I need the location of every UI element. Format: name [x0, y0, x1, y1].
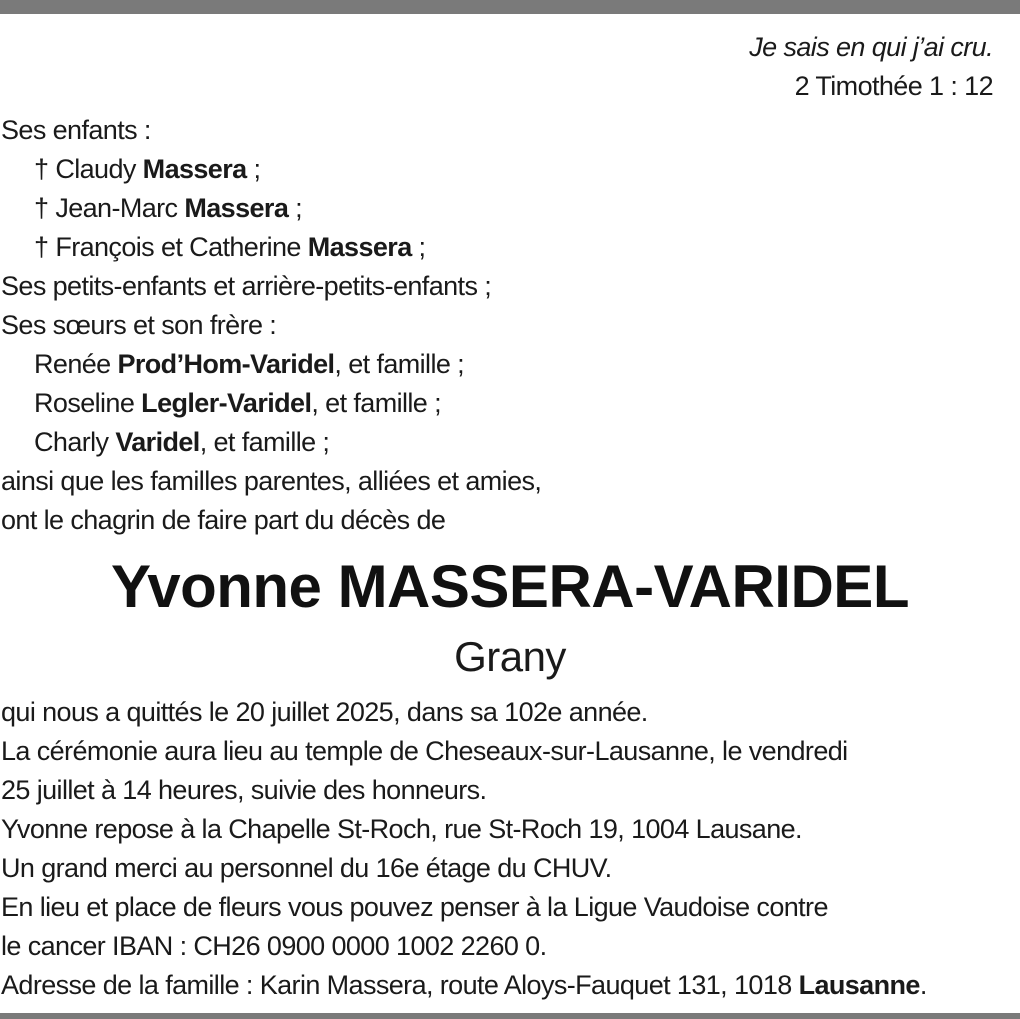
child-item: † François et Catherine Massera ; [34, 232, 426, 262]
verse-reference: 2 Timothée 1 : 12 [794, 71, 993, 101]
family-list [1, 111, 541, 540]
sibling-item: Roseline Legler-Varidel, et famille ; [34, 388, 442, 418]
siblings-heading: Ses sœurs et son frère : [1, 310, 277, 340]
child-surname: Massera [307, 232, 412, 262]
relatives-line: ainsi que les familles parentes, alliées et amies, [1, 466, 542, 496]
details-line: le cancer IBAN : CH26 0900 0000 1002 2260 0. [1, 931, 547, 961]
sibling-item: Charly Varidel, et famille ; [34, 427, 330, 457]
child-surname: Massera [184, 193, 289, 223]
bottom-rule [0, 1013, 1020, 1019]
sibling-item: Renée Prod’Hom-Varidel, et famille ; [34, 349, 465, 379]
announcement-line: ont le chagrin de faire part du décès de [1, 505, 446, 535]
details-line: 25 juillet à 14 heures, suivie des honneurs. [1, 775, 487, 805]
details-line: Un grand merci au personnel du 16e étage du CHUV. [1, 853, 612, 883]
details-line: La cérémonie aura lieu au temple de Cheseaux-sur-Lausanne, le vendredi [1, 736, 848, 766]
details-line: Yvonne repose à la Chapelle St-Roch, rue St-Roch 19, 1004 Lausane. [1, 814, 802, 844]
grandchildren-line: Ses petits-enfants et arrière-petits-enfants ; [1, 271, 492, 301]
deceased-name: Yvonne MASSERA-VARIDEL [111, 553, 909, 620]
verse-quote: Je sais en qui j’ai cru. [749, 32, 993, 62]
bible-verse [749, 28, 993, 106]
children-heading: Ses enfants : [1, 115, 151, 145]
family-address: Adresse de la famille : Karin Massera, route Aloys-Fauquet 131, 1018 Lausanne. [1, 970, 927, 1000]
top-rule [0, 0, 1020, 14]
child-item: † Jean-Marc Massera ; [34, 193, 303, 223]
sibling-surname: Prod’Hom-Varidel [117, 349, 335, 379]
details-line: En lieu et place de fleurs vous pouvez penser à la Ligue Vaudoise contre [1, 892, 828, 922]
ceremony-details [1, 693, 927, 1005]
sibling-surname: Legler-Varidel [141, 388, 312, 418]
deceased-nickname: Grany [454, 633, 566, 680]
sibling-surname: Varidel [115, 427, 200, 457]
details-line: qui nous a quittés le 20 juillet 2025, dans sa 102e année. [1, 697, 648, 727]
address-city: Lausanne [798, 970, 920, 1000]
child-item: † Claudy Massera ; [34, 154, 261, 184]
child-surname: Massera [142, 154, 247, 184]
